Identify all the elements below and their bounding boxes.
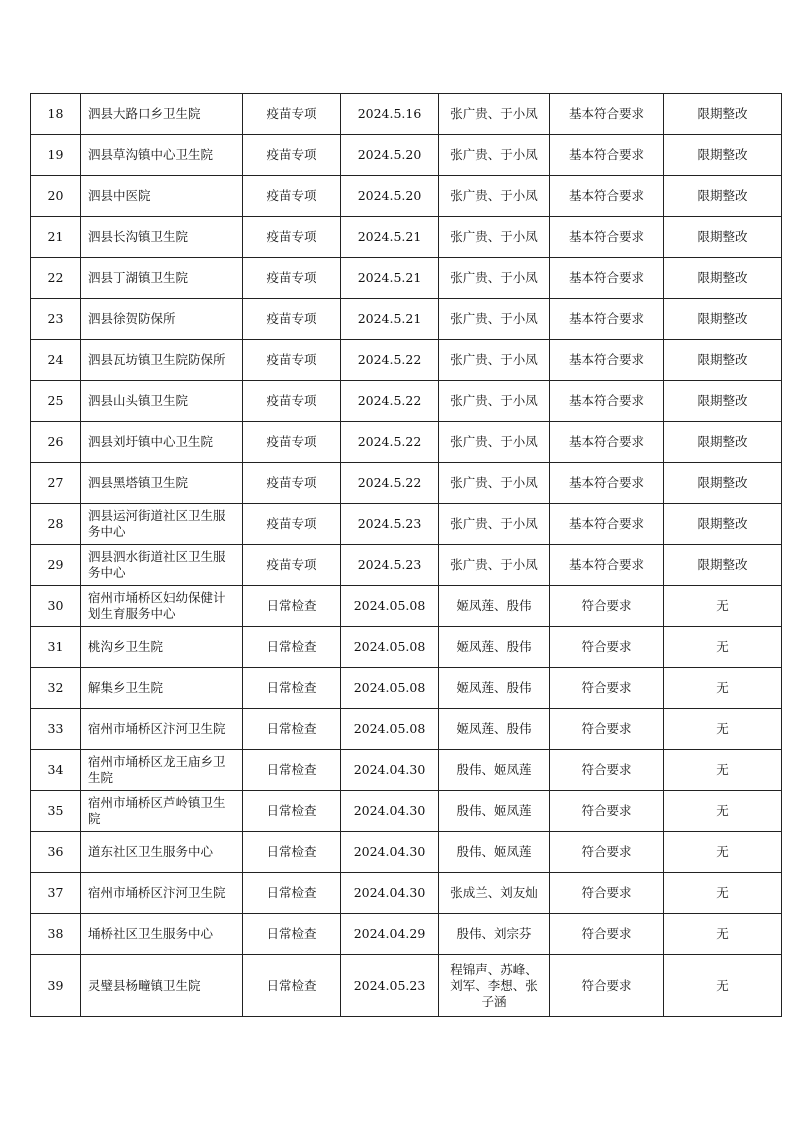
row-number-cell: 27: [31, 463, 81, 504]
inspection-date-cell: 2024.04.30: [341, 873, 439, 914]
inspectors-cell: 张广贵、于小凤: [439, 258, 550, 299]
inspection-date-cell: 2024.5.20: [341, 176, 439, 217]
inspectors-cell: 张广贵、于小凤: [439, 299, 550, 340]
inspection-date-cell: 2024.5.16: [341, 94, 439, 135]
action-cell: 无: [664, 873, 782, 914]
action-cell: 无: [664, 955, 782, 1017]
action-cell: 无: [664, 791, 782, 832]
inspection-date-cell: 2024.05.08: [341, 627, 439, 668]
result-cell: 基本符合要求: [550, 545, 664, 586]
table-row: [31, 504, 782, 545]
result-cell: 基本符合要求: [550, 217, 664, 258]
facility-name-cell: 泗县瓦坊镇卫生院防保所: [81, 340, 243, 381]
inspection-type-cell: 日常检查: [243, 668, 341, 709]
facility-name-cell: 泗县长沟镇卫生院: [81, 217, 243, 258]
table-row: [31, 873, 782, 914]
row-number-cell: 19: [31, 135, 81, 176]
inspection-type-cell: 日常检查: [243, 709, 341, 750]
action-cell: 限期整改: [664, 176, 782, 217]
facility-name-cell: 泗县徐贺防保所: [81, 299, 243, 340]
inspectors-cell: 张广贵、于小凤: [439, 381, 550, 422]
table-row: [31, 176, 782, 217]
facility-name-cell: 泗县泗水街道社区卫生服务中心: [81, 545, 243, 586]
row-number-cell: 21: [31, 217, 81, 258]
row-number-cell: 26: [31, 422, 81, 463]
table-row: [31, 668, 782, 709]
result-cell: 基本符合要求: [550, 422, 664, 463]
result-cell: 符合要求: [550, 627, 664, 668]
result-cell: 基本符合要求: [550, 340, 664, 381]
inspectors-cell: 张广贵、于小凤: [439, 340, 550, 381]
inspection-date-cell: 2024.5.23: [341, 504, 439, 545]
inspection-date-cell: 2024.5.21: [341, 217, 439, 258]
inspectors-cell: 张广贵、于小凤: [439, 545, 550, 586]
inspection-date-cell: 2024.5.22: [341, 381, 439, 422]
inspection-date-cell: 2024.5.22: [341, 422, 439, 463]
inspectors-cell: 姬凤莲、殷伟: [439, 586, 550, 627]
facility-name-cell: 灵璧县杨疃镇卫生院: [81, 955, 243, 1017]
inspectors-cell: 张广贵、于小凤: [439, 504, 550, 545]
inspectors-cell: 张广贵、于小凤: [439, 217, 550, 258]
facility-name-cell: 宿州市埇桥区龙王庙乡卫生院: [81, 750, 243, 791]
action-cell: 限期整改: [664, 545, 782, 586]
result-cell: 符合要求: [550, 709, 664, 750]
row-number-cell: 31: [31, 627, 81, 668]
table-row: [31, 832, 782, 873]
inspection-type-cell: 日常检查: [243, 586, 341, 627]
inspection-date-cell: 2024.05.08: [341, 709, 439, 750]
action-cell: 无: [664, 709, 782, 750]
row-number-cell: 37: [31, 873, 81, 914]
inspectors-cell: 殷伟、姬凤莲: [439, 832, 550, 873]
row-number-cell: 38: [31, 914, 81, 955]
table-row: [31, 750, 782, 791]
action-cell: 限期整改: [664, 463, 782, 504]
action-cell: 限期整改: [664, 381, 782, 422]
row-number-cell: 24: [31, 340, 81, 381]
facility-name-cell: 泗县运河街道社区卫生服务中心: [81, 504, 243, 545]
result-cell: 基本符合要求: [550, 463, 664, 504]
inspection-date-cell: 2024.5.22: [341, 463, 439, 504]
table-row: [31, 955, 782, 1017]
action-cell: 无: [664, 586, 782, 627]
facility-name-cell: 泗县山头镇卫生院: [81, 381, 243, 422]
inspection-date-cell: 2024.5.21: [341, 299, 439, 340]
table-row: [31, 627, 782, 668]
inspectors-cell: 姬凤莲、殷伟: [439, 709, 550, 750]
row-number-cell: 18: [31, 94, 81, 135]
result-cell: 基本符合要求: [550, 94, 664, 135]
row-number-cell: 35: [31, 791, 81, 832]
inspection-date-cell: 2024.05.08: [341, 668, 439, 709]
facility-name-cell: 道东社区卫生服务中心: [81, 832, 243, 873]
inspection-date-cell: 2024.5.20: [341, 135, 439, 176]
result-cell: 符合要求: [550, 668, 664, 709]
inspection-type-cell: 疫苗专项: [243, 135, 341, 176]
row-number-cell: 28: [31, 504, 81, 545]
table-row: [31, 340, 782, 381]
table-row: [31, 422, 782, 463]
facility-name-cell: 埇桥社区卫生服务中心: [81, 914, 243, 955]
inspection-type-cell: 日常检查: [243, 627, 341, 668]
result-cell: 符合要求: [550, 750, 664, 791]
row-number-cell: 30: [31, 586, 81, 627]
table-row: [31, 94, 782, 135]
action-cell: 无: [664, 832, 782, 873]
row-number-cell: 36: [31, 832, 81, 873]
facility-name-cell: 桃沟乡卫生院: [81, 627, 243, 668]
inspection-date-cell: 2024.04.30: [341, 791, 439, 832]
facility-name-cell: 宿州市埇桥区芦岭镇卫生院: [81, 791, 243, 832]
table-row: [31, 914, 782, 955]
table-row: [31, 791, 782, 832]
facility-name-cell: 泗县刘圩镇中心卫生院: [81, 422, 243, 463]
facility-name-cell: 泗县中医院: [81, 176, 243, 217]
inspectors-cell: 程锦声、苏峰、刘军、李想、张子涵: [439, 955, 550, 1017]
action-cell: 无: [664, 627, 782, 668]
inspection-type-cell: 疫苗专项: [243, 176, 341, 217]
inspection-type-cell: 日常检查: [243, 791, 341, 832]
inspectors-cell: 张广贵、于小凤: [439, 422, 550, 463]
inspection-type-cell: 日常检查: [243, 832, 341, 873]
row-number-cell: 25: [31, 381, 81, 422]
row-number-cell: 29: [31, 545, 81, 586]
action-cell: 限期整改: [664, 340, 782, 381]
result-cell: 基本符合要求: [550, 258, 664, 299]
inspection-date-cell: 2024.5.21: [341, 258, 439, 299]
action-cell: 无: [664, 750, 782, 791]
inspection-type-cell: 日常检查: [243, 873, 341, 914]
action-cell: 无: [664, 668, 782, 709]
inspectors-cell: 姬凤莲、殷伟: [439, 627, 550, 668]
row-number-cell: 20: [31, 176, 81, 217]
inspection-type-cell: 疫苗专项: [243, 340, 341, 381]
facility-name-cell: 宿州市埇桥区汴河卫生院: [81, 873, 243, 914]
inspection-type-cell: 日常检查: [243, 955, 341, 1017]
inspection-date-cell: 2024.04.30: [341, 750, 439, 791]
row-number-cell: 34: [31, 750, 81, 791]
row-number-cell: 22: [31, 258, 81, 299]
result-cell: 符合要求: [550, 873, 664, 914]
inspection-type-cell: 疫苗专项: [243, 504, 341, 545]
inspection-date-cell: 2024.05.23: [341, 955, 439, 1017]
table-row: [31, 463, 782, 504]
inspection-type-cell: 日常检查: [243, 914, 341, 955]
inspectors-cell: 张成兰、刘友灿: [439, 873, 550, 914]
table-row: [31, 299, 782, 340]
result-cell: 符合要求: [550, 586, 664, 627]
result-cell: 基本符合要求: [550, 135, 664, 176]
result-cell: 基本符合要求: [550, 381, 664, 422]
inspection-type-cell: 疫苗专项: [243, 422, 341, 463]
inspection-date-cell: 2024.5.22: [341, 340, 439, 381]
table-body: [31, 94, 782, 1017]
facility-name-cell: 泗县草沟镇中心卫生院: [81, 135, 243, 176]
inspectors-cell: 张广贵、于小凤: [439, 94, 550, 135]
facility-name-cell: 宿州市埇桥区妇幼保健计划生育服务中心: [81, 586, 243, 627]
facility-name-cell: 泗县丁湖镇卫生院: [81, 258, 243, 299]
action-cell: 限期整改: [664, 299, 782, 340]
action-cell: 限期整改: [664, 135, 782, 176]
inspection-type-cell: 日常检查: [243, 750, 341, 791]
result-cell: 基本符合要求: [550, 299, 664, 340]
action-cell: 限期整改: [664, 217, 782, 258]
inspection-date-cell: 2024.5.23: [341, 545, 439, 586]
result-cell: 符合要求: [550, 791, 664, 832]
row-number-cell: 33: [31, 709, 81, 750]
inspection-type-cell: 疫苗专项: [243, 217, 341, 258]
inspection-type-cell: 疫苗专项: [243, 94, 341, 135]
table-row: [31, 545, 782, 586]
inspectors-cell: 殷伟、刘宗芬: [439, 914, 550, 955]
inspection-date-cell: 2024.04.30: [341, 832, 439, 873]
inspectors-cell: 姬凤莲、殷伟: [439, 668, 550, 709]
inspection-date-cell: 2024.04.29: [341, 914, 439, 955]
action-cell: 无: [664, 914, 782, 955]
inspection-type-cell: 疫苗专项: [243, 545, 341, 586]
row-number-cell: 39: [31, 955, 81, 1017]
table-row: [31, 217, 782, 258]
result-cell: 符合要求: [550, 832, 664, 873]
table-row: [31, 586, 782, 627]
table-row: [31, 709, 782, 750]
result-cell: 符合要求: [550, 955, 664, 1017]
facility-name-cell: 宿州市埇桥区汴河卫生院: [81, 709, 243, 750]
row-number-cell: 32: [31, 668, 81, 709]
inspection-type-cell: 疫苗专项: [243, 463, 341, 504]
result-cell: 基本符合要求: [550, 504, 664, 545]
facility-name-cell: 泗县大路口乡卫生院: [81, 94, 243, 135]
inspection-type-cell: 疫苗专项: [243, 258, 341, 299]
row-number-cell: 23: [31, 299, 81, 340]
inspection-table: [30, 93, 782, 1017]
table-row: [31, 381, 782, 422]
inspection-type-cell: 疫苗专项: [243, 299, 341, 340]
inspectors-cell: 殷伟、姬凤莲: [439, 750, 550, 791]
table-row: [31, 258, 782, 299]
table-row: [31, 135, 782, 176]
action-cell: 限期整改: [664, 94, 782, 135]
inspection-type-cell: 疫苗专项: [243, 381, 341, 422]
inspectors-cell: 张广贵、于小凤: [439, 135, 550, 176]
facility-name-cell: 解集乡卫生院: [81, 668, 243, 709]
inspection-date-cell: 2024.05.08: [341, 586, 439, 627]
inspectors-cell: 张广贵、于小凤: [439, 463, 550, 504]
inspectors-cell: 殷伟、姬凤莲: [439, 791, 550, 832]
action-cell: 限期整改: [664, 422, 782, 463]
action-cell: 限期整改: [664, 258, 782, 299]
action-cell: 限期整改: [664, 504, 782, 545]
result-cell: 符合要求: [550, 914, 664, 955]
facility-name-cell: 泗县黑塔镇卫生院: [81, 463, 243, 504]
inspectors-cell: 张广贵、于小凤: [439, 176, 550, 217]
result-cell: 基本符合要求: [550, 176, 664, 217]
